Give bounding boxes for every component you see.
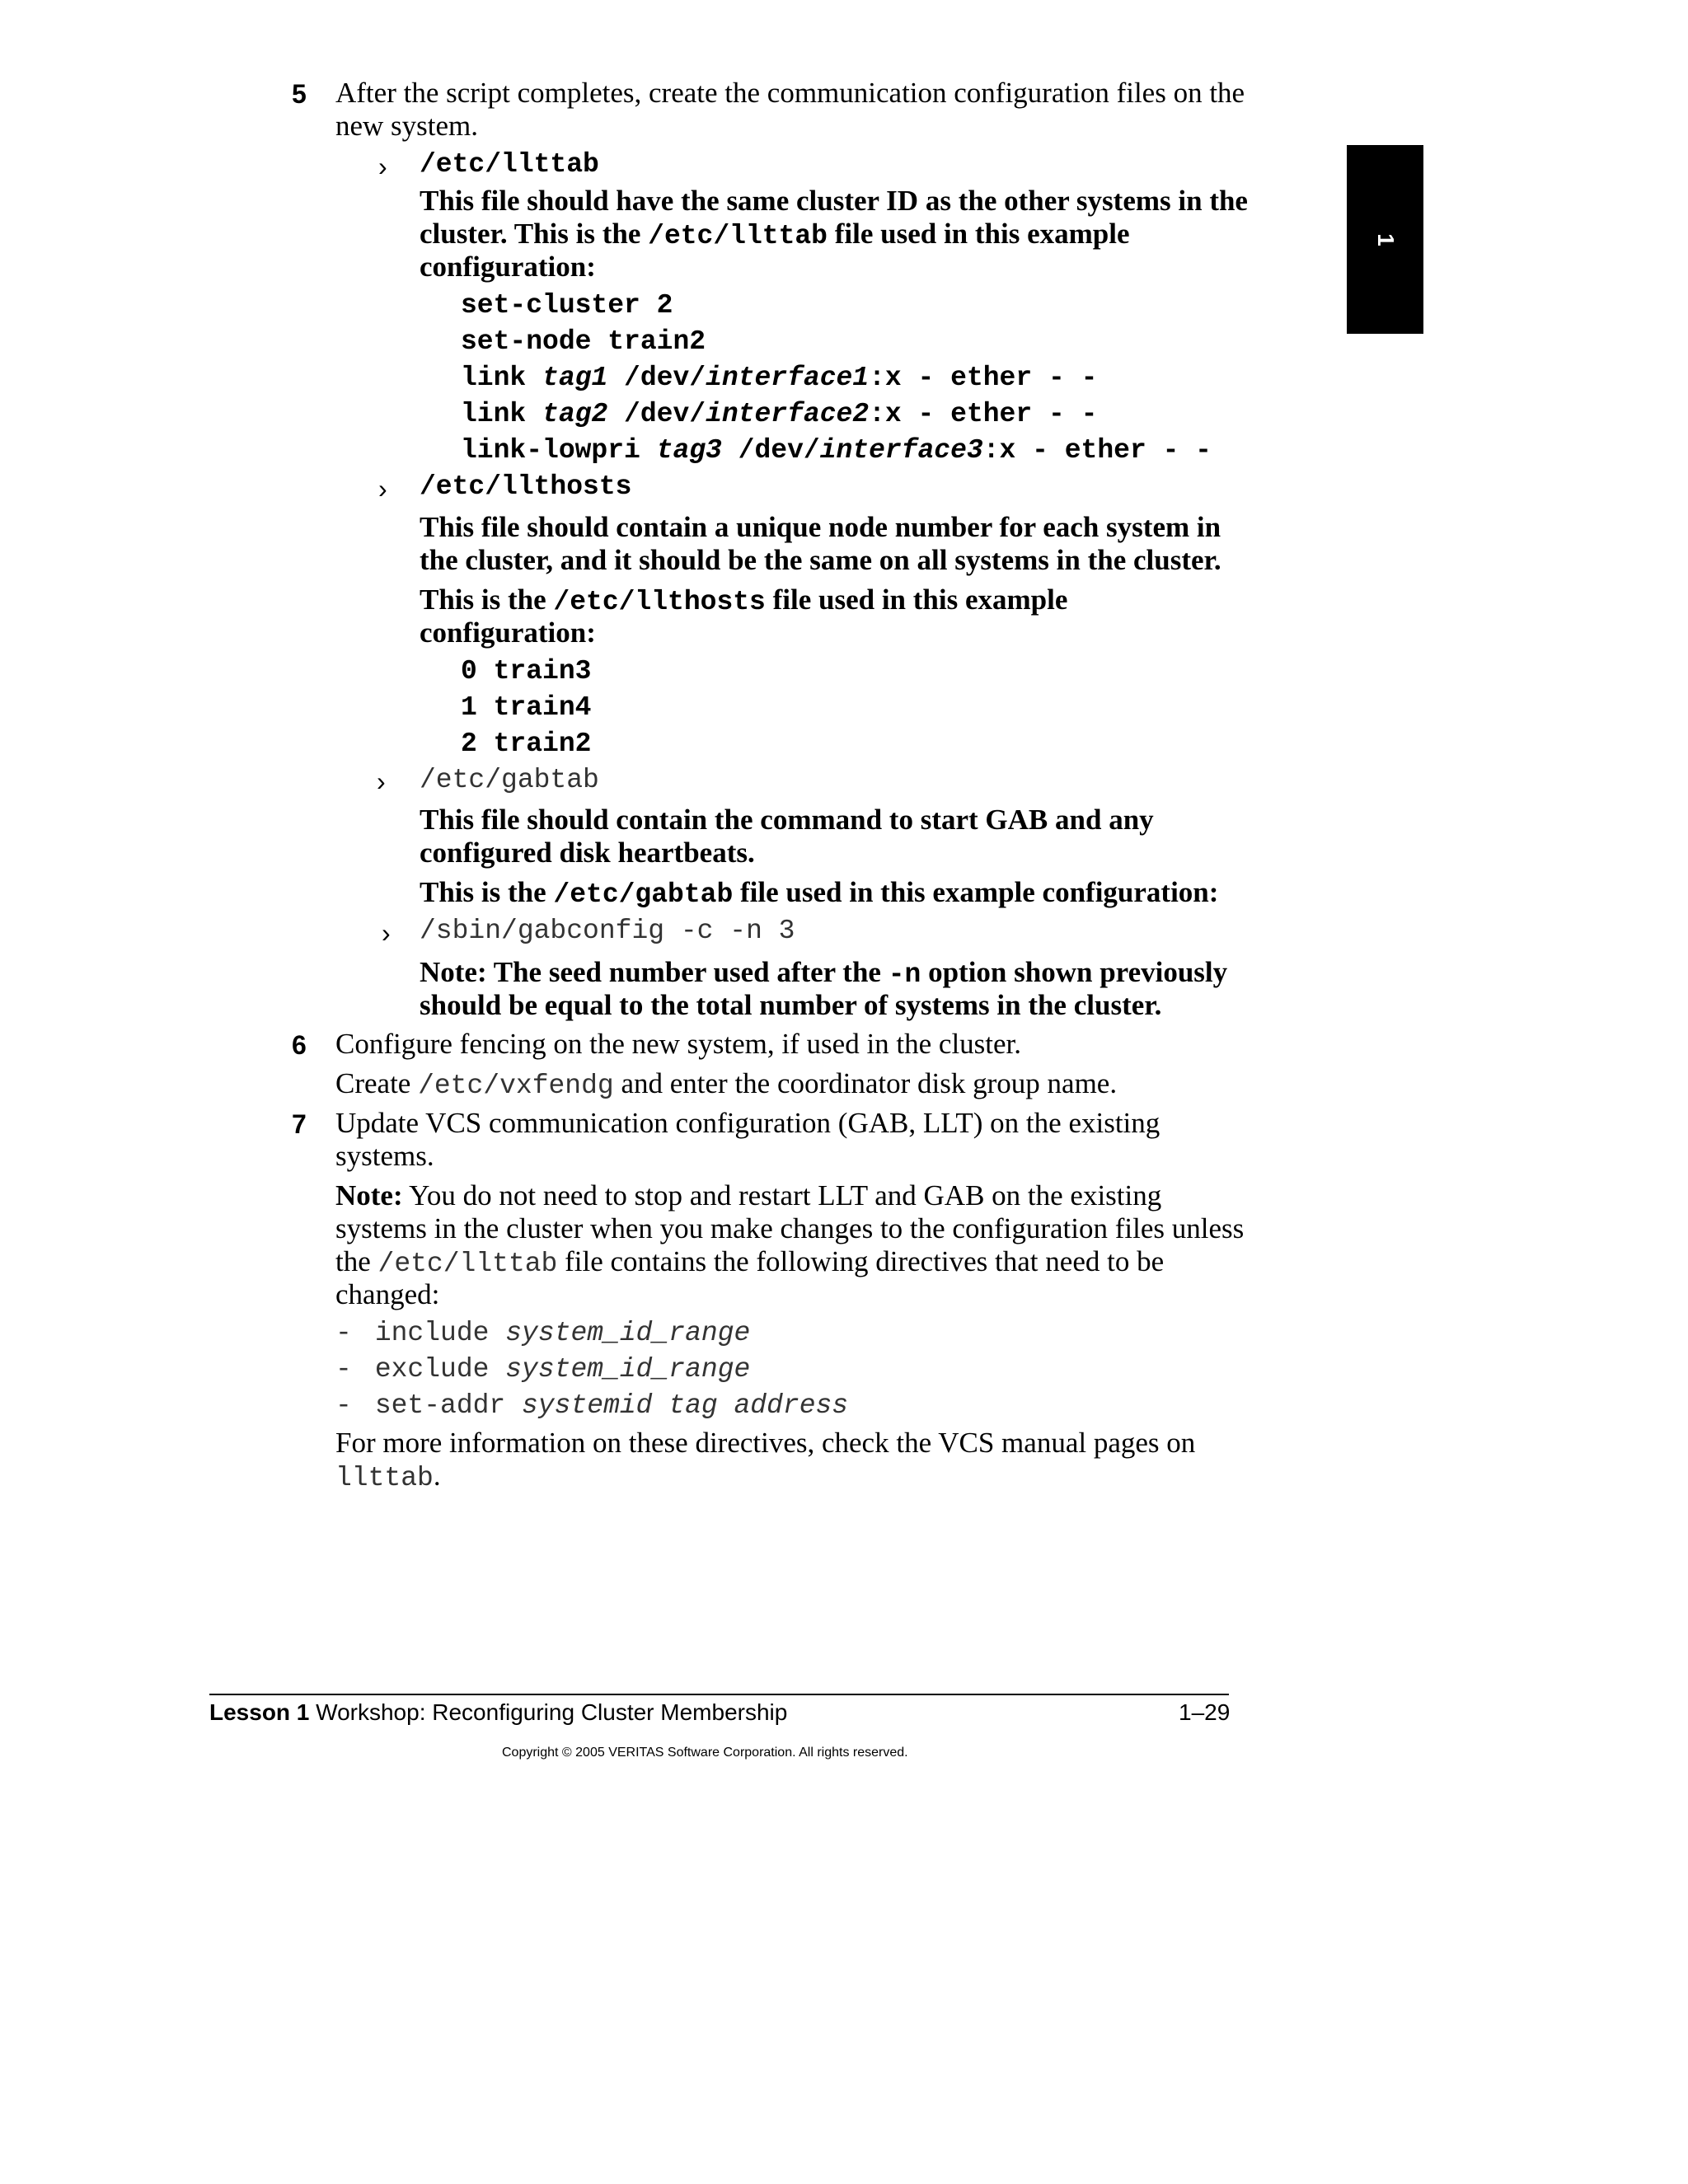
step-7-number: 7	[292, 1109, 307, 1139]
directive-include: - include system_id_range	[335, 1318, 751, 1348]
gabconfig-command: /sbin/gabconfig -c -n 3	[420, 916, 795, 946]
step-7-more-line1: For more information on these directives, check the VCS manual pages on	[335, 1427, 1196, 1459]
gabtab-desc-line1: This file should contain the command to start GAB and any	[420, 804, 1154, 836]
step-7-note-line3: the /etc/llttab file contains the following directives that need to be	[335, 1245, 1165, 1279]
llttab-code-line5: link-lowpri tag3 /dev/interface3:x - ether - -	[461, 435, 1212, 466]
llthosts-desc-line4: configuration:	[420, 616, 596, 649]
step-7-more-line2: llttab.	[335, 1460, 441, 1493]
gabtab-desc-line2: configured disk heartbeats.	[420, 837, 755, 869]
footer-rule	[209, 1694, 1229, 1695]
step-7-note-line4: changed:	[335, 1278, 440, 1310]
directive-set-addr: - set-addr systemid tag address	[335, 1390, 849, 1421]
step-5-line1: After the script completes, create the communication configuration files on the	[335, 77, 1245, 109]
llttab-code-line4: link tag2 /dev/interface2:x - ether - -	[461, 399, 1098, 429]
step-7-note-line2: systems in the cluster when you make changes to the configuration files unless	[335, 1212, 1245, 1244]
footer-page-number: 1–29	[1179, 1699, 1231, 1725]
gabconfig-note-line2: should be equal to the total number of systems in the cluster.	[420, 989, 1162, 1021]
step-5-number: 5	[292, 79, 307, 109]
step-6-number: 6	[292, 1030, 307, 1060]
llttab-path: /etc/llttab	[420, 149, 599, 180]
gabtab-bullet: ›	[377, 766, 386, 796]
step-6-line2: Create /etc/vxfendg and enter the coordinator disk group name.	[335, 1067, 1118, 1101]
llttab-code-line2: set-node train2	[461, 326, 706, 357]
llthosts-code-line1: 0 train3	[461, 656, 592, 687]
llttab-code-line3: link tag1 /dev/interface1:x - ether - -	[461, 363, 1098, 393]
step-5-line2: new system.	[335, 110, 479, 142]
llthosts-desc-line3: This is the /etc/llthosts file used in this example	[420, 583, 1068, 617]
llthosts-desc-line1: This file should contain a unique node number for each system in	[420, 511, 1221, 543]
llthosts-code-line2: 1 train4	[461, 692, 592, 723]
gabconfig-bullet: ›	[382, 918, 391, 948]
step-6-line1: Configure fencing on the new system, if used in the cluster.	[335, 1028, 1022, 1060]
llttab-bullet: ›	[378, 152, 387, 181]
llttab-desc-line3: configuration:	[420, 251, 596, 283]
chapter-tab-label: 1	[1372, 232, 1399, 246]
gabtab-desc-line3: This is the /etc/gabtab file used in this example configuration:	[420, 876, 1219, 910]
step-7-line2: systems.	[335, 1140, 434, 1172]
llttab-desc-line1: This file should have the same cluster ID as the other systems in the	[420, 185, 1248, 217]
llttab-code-line1: set-cluster 2	[461, 290, 673, 321]
footer-lesson: Lesson 1 Workshop: Reconfiguring Cluster Membership	[209, 1699, 788, 1725]
llthosts-desc-line2: the cluster, and it should be the same on all systems in the cluster.	[420, 544, 1221, 576]
gabconfig-note-line1: Note: The seed number used after the -n option shown previously	[420, 956, 1228, 990]
directive-exclude: - exclude system_id_range	[335, 1354, 751, 1385]
step-7-note-line1: Note: You do not need to stop and restart LLT and GAB on the existing	[335, 1179, 1162, 1212]
gabtab-path: /etc/gabtab	[420, 765, 599, 795]
llttab-desc-line2: cluster. This is the /etc/llttab file used in this example	[420, 218, 1130, 251]
llthosts-path: /etc/llthosts	[420, 471, 632, 502]
llthosts-code-line3: 2 train2	[461, 729, 592, 759]
footer-copyright: Copyright © 2005 VERITAS Software Corporation. All rights reserved.	[502, 1746, 908, 1760]
llthosts-bullet: ›	[378, 474, 387, 504]
chapter-tab	[1347, 145, 1423, 334]
step-7-line1: Update VCS communication configuration (GAB, LLT) on the existing	[335, 1107, 1160, 1139]
